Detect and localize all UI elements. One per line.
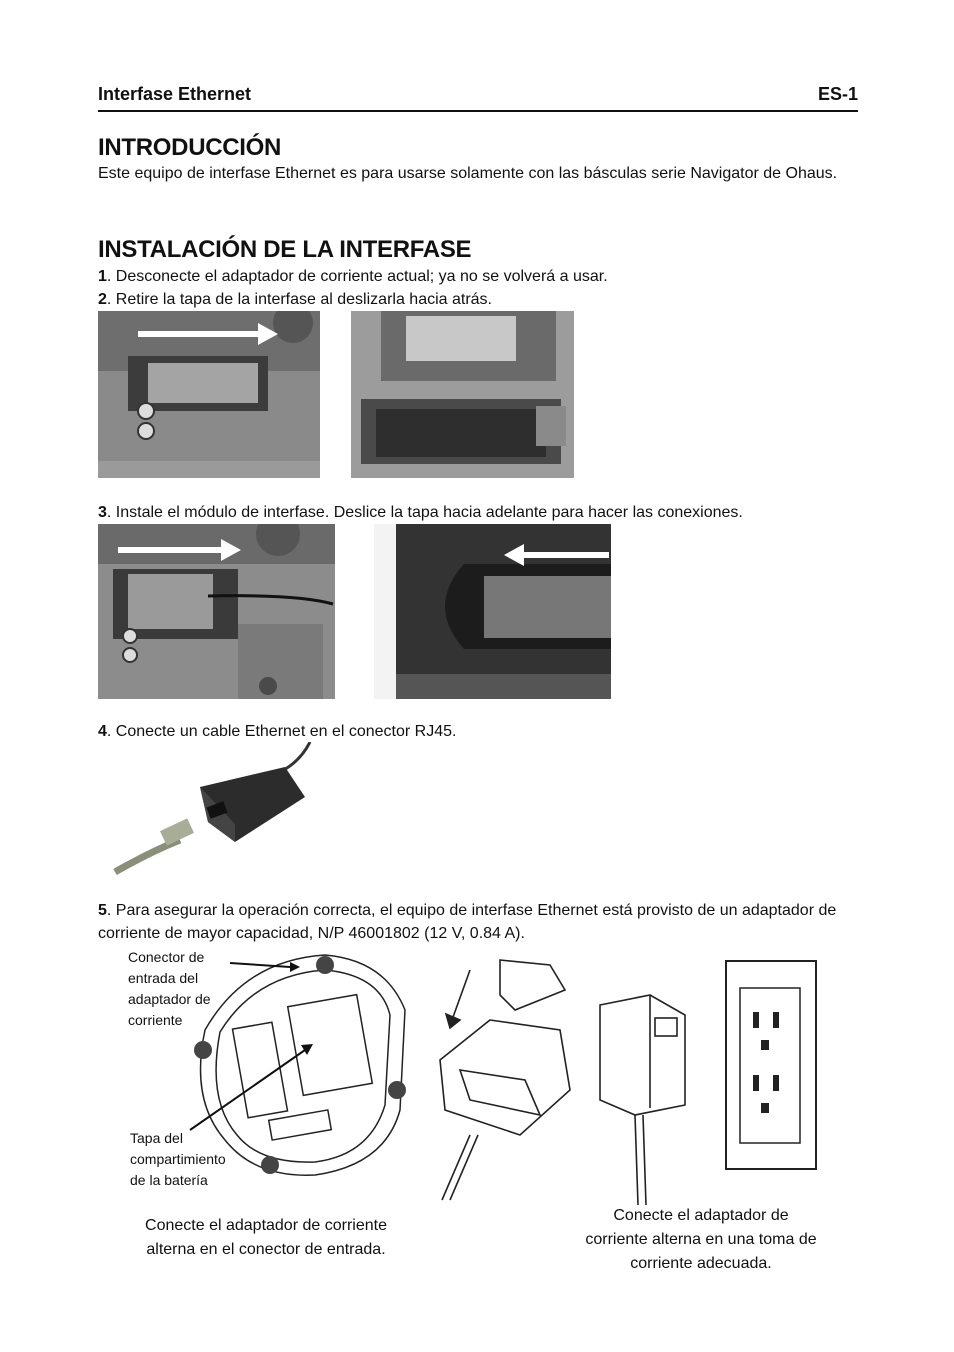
step-text: . Retire la tapa de la interfase al deslizarla hacia atrás. [106,291,492,308]
intro-heading: INTRODUCCIÓN [98,134,282,161]
caption-connect-outlet: Conecte el adaptador de corriente alterna en una toma de corriente adecuada. [585,1207,817,1272]
caption-connect-input: Conecte el adaptador de corriente alterna en el conector de entrada. [145,1217,387,1258]
step-number: 4 [98,723,107,740]
intro-text: Este equipo de interfase Ethernet es para usarse solamente con las básculas serie Navigator de Ohaus. [98,165,838,182]
photo-scale-bottom-cover [98,311,320,478]
step-number: 5 [98,902,107,919]
photo-ethernet-module-rj45 [110,742,330,880]
drawing-ac-adapter-plug [430,950,580,1205]
header-title: Interfase Ethernet [98,84,252,104]
step-text: . Para asegurar la operación correcta, el equipo de interfase Ethernet está provisto de un adaptador de corriente de mayor capacidad, N/P 46001802 (12 V, 0.84 A). [98,902,837,942]
step-4 [98,720,858,743]
photo-cover-slid-forward [374,524,611,699]
page-number: ES-1 [817,84,858,104]
step-number: 2 [98,291,107,308]
step-2 [98,288,858,311]
step-1 [98,265,858,288]
step-5 [98,899,858,945]
photo-module-installed [98,524,335,699]
label-battery-cover: Tapa del compartimiento de la batería [130,1130,226,1188]
step-number: 3 [98,504,107,521]
step-3 [98,501,858,524]
step-number: 1 [98,268,107,285]
step-text: . Desconecte el adaptador de corriente actual; ya no se volverá a usar. [106,268,608,285]
step-text: . Conecte un cable Ethernet en el conector RJ45. [106,723,457,740]
install-heading: INSTALACIÓN DE LA INTERFASE [98,236,472,263]
photo-cover-removed [351,311,574,478]
step-text: . Instale el módulo de interfase. Deslice la tapa hacia adelante para hacer las conexiones. [106,504,743,521]
drawing-wall-outlet [725,960,817,1170]
page-header [98,84,858,112]
label-power-connector: Conector de entrada del adaptador de corriente [128,949,211,1028]
drawing-ac-adapter-side [590,990,695,1205]
